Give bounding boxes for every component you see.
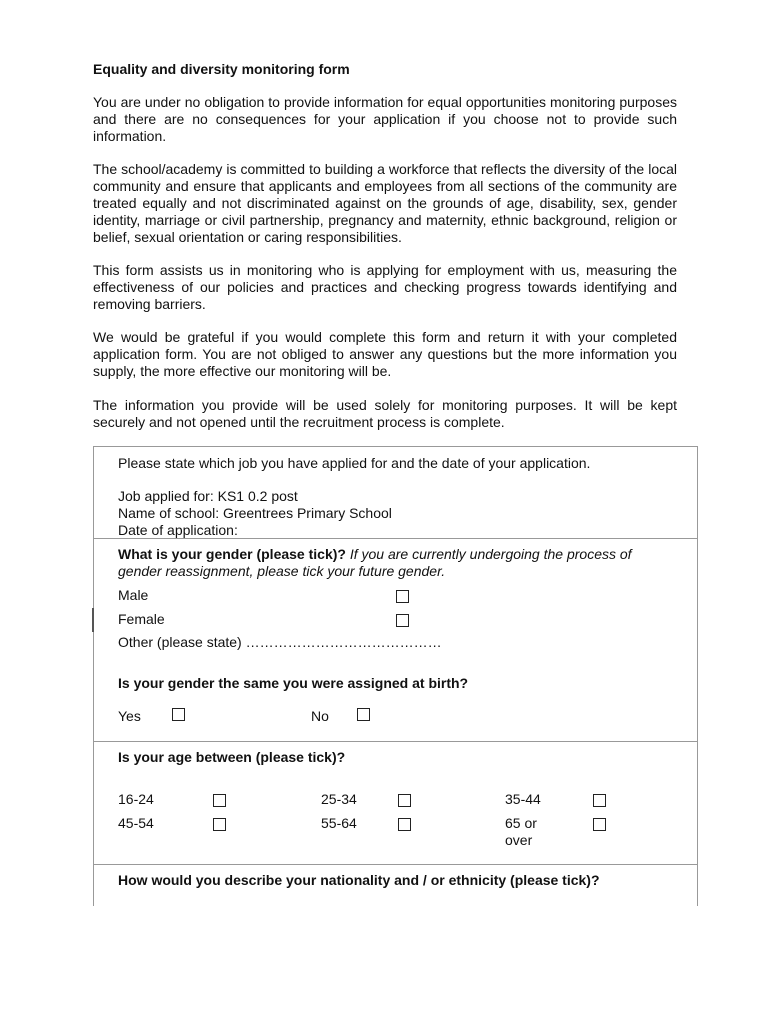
gender-question: What is your gender (please tick)? [118, 546, 346, 562]
gender-male-label: Male [118, 587, 149, 603]
intro-paragraph-commitment: The school/academy is committed to building a workforce that reflects the diversity of the local community and ensure that applicants and employees from all sections of the community are treated equally and not discriminated against on the grounds of age, disability, sex, gender identity, marriage or civil partnership, pregnancy and maternity, ethnic background, religion or belief, sexual orientation or caring responsibilities. [93, 161, 677, 245]
date-of-application: Date of application: [118, 522, 238, 538]
age-25-34-checkbox[interactable] [398, 794, 411, 807]
assigned-yes-label: Yes [118, 708, 141, 724]
age-16-24-label: 16-24 [118, 791, 154, 807]
intro-paragraph-confidentiality: The information you provide will be used solely for monitoring purposes. It will be kept securely and not opened until the recruitment process is complete. [93, 397, 677, 430]
age-35-44-label: 35-44 [505, 791, 541, 807]
divider-age-ethnicity [93, 864, 698, 865]
gender-question-line [118, 546, 632, 563]
table-border-left [93, 446, 94, 906]
age-35-44-checkbox[interactable] [593, 794, 606, 807]
age-65-over-checkbox[interactable] [593, 818, 606, 831]
table-border-top [93, 446, 698, 447]
gender-female-checkbox[interactable] [396, 614, 409, 627]
monitoring-form-table [93, 446, 698, 906]
assigned-no-label: No [311, 708, 329, 724]
gender-note-line2: gender reassignment, please tick your future gender. [118, 563, 446, 579]
assigned-yes-checkbox[interactable] [172, 708, 185, 721]
age-55-64-checkbox[interactable] [398, 818, 411, 831]
age-65-over-label-line2: over [505, 832, 533, 848]
school-name: Name of school: Greentrees Primary School [118, 505, 392, 521]
divider-gender-age [93, 741, 698, 742]
ethnicity-question: How would you describe your nationality and / or ethnicity (please tick)? [118, 872, 600, 888]
intro-paragraph-request: We would be grateful if you would complete this form and return it with your completed application form. You are not obliged to answer any questions but the more information you supply, the more effective our monitoring will be. [93, 329, 677, 379]
age-65-over-label-line1: 65 or [505, 815, 537, 831]
assigned-question: Is your gender the same you were assigned at birth? [118, 675, 469, 691]
age-16-24-checkbox[interactable] [213, 794, 226, 807]
table-border-right [697, 446, 698, 906]
gender-other-field[interactable]: Other (please state) …………………………………… [118, 634, 442, 650]
margin-mark [92, 608, 94, 632]
job-prompt: Please state which job you have applied for and the date of your application. [118, 455, 591, 471]
gender-male-checkbox[interactable] [396, 590, 409, 603]
gender-note-line1: If you are currently undergoing the process of [349, 546, 632, 562]
age-45-54-checkbox[interactable] [213, 818, 226, 831]
age-question: Is your age between (please tick)? [118, 749, 346, 765]
age-45-54-label: 45-54 [118, 815, 154, 831]
intro-paragraph-obligation: You are under no obligation to provide information for equal opportunities monitoring purposes and there are no consequences for your application if you choose not to provide such information. [93, 94, 677, 144]
gender-female-label: Female [118, 611, 165, 627]
assigned-no-checkbox[interactable] [357, 708, 370, 721]
age-55-64-label: 55-64 [321, 815, 357, 831]
form-title: Equality and diversity monitoring form [93, 61, 350, 77]
intro-paragraph-purpose: This form assists us in monitoring who is applying for employment with us, measuring the effectiveness of our policies and practices and checking progress towards identifying and removing barriers. [93, 262, 677, 312]
job-applied-for: Job applied for: KS1 0.2 post [118, 488, 298, 504]
age-25-34-label: 25-34 [321, 791, 357, 807]
